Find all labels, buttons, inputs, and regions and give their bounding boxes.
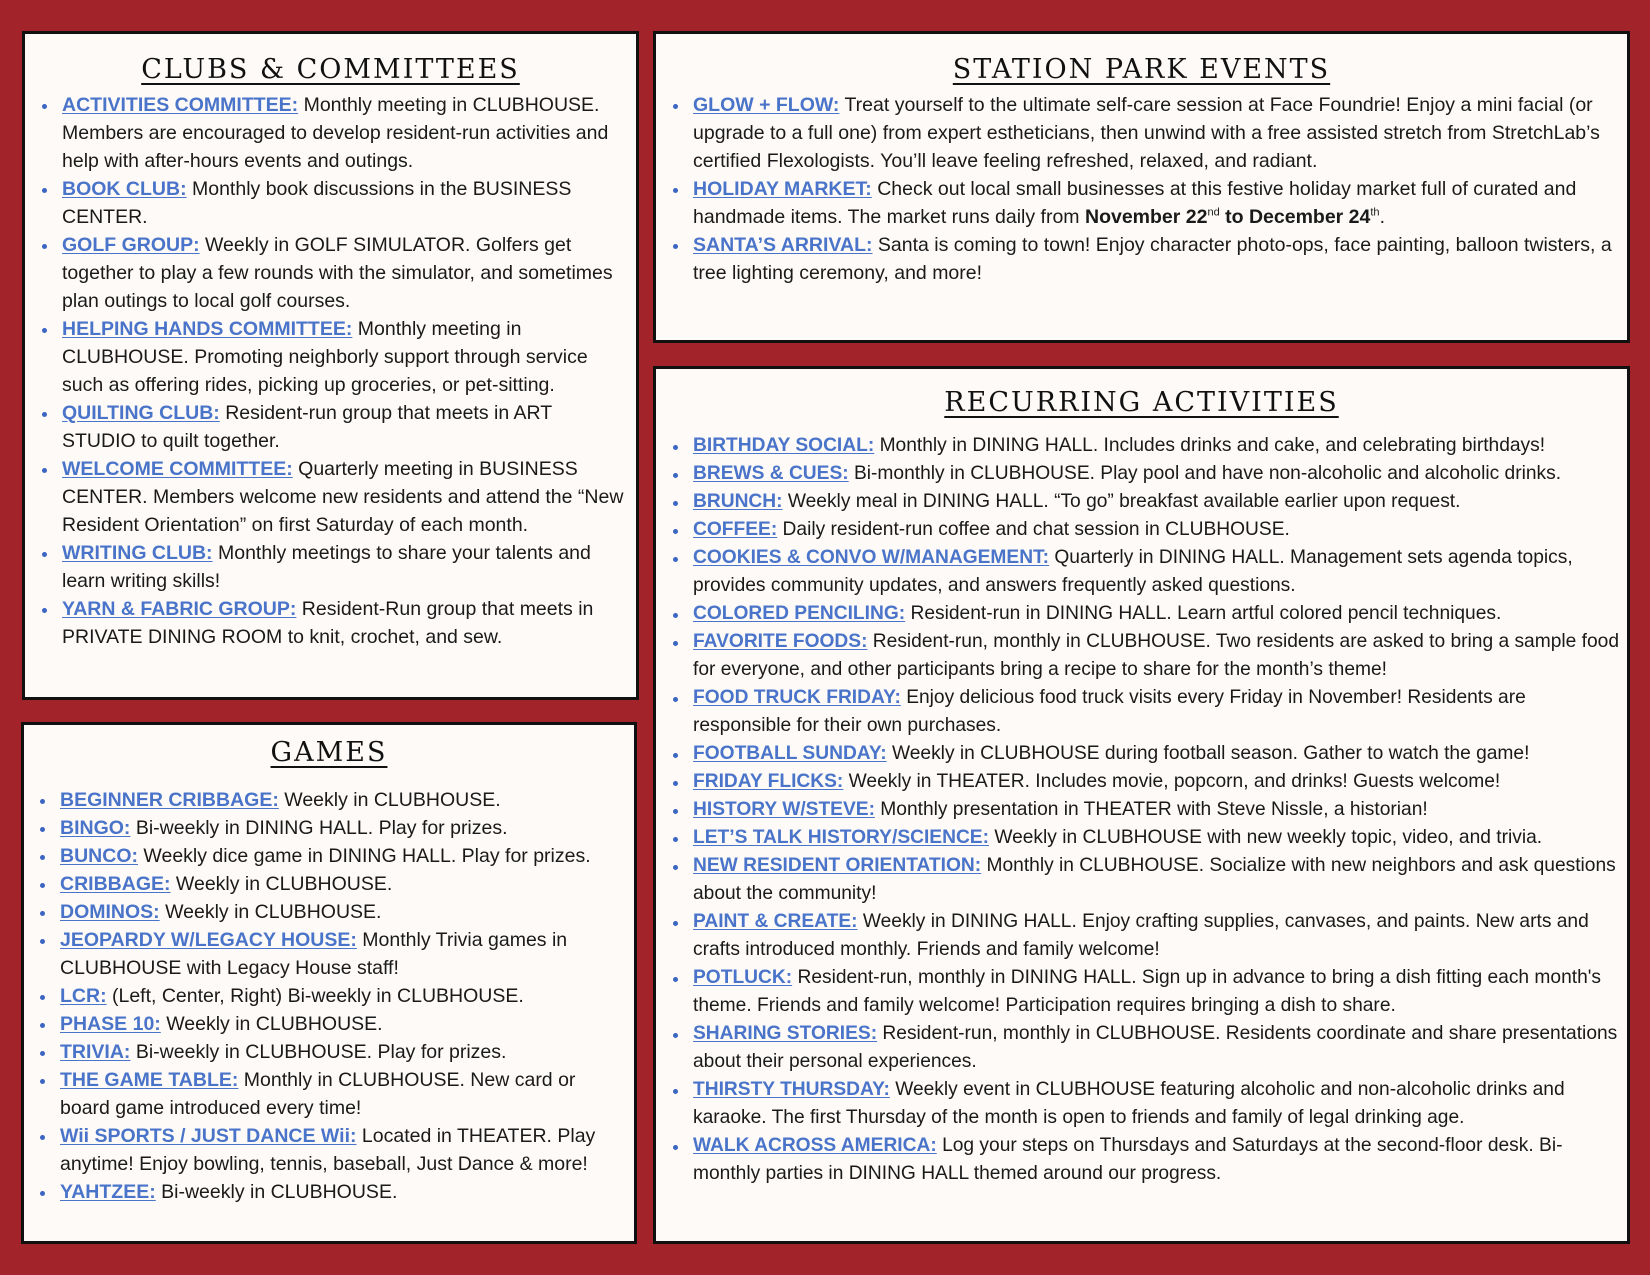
- activity-description: Monthly in CLUBHOUSE. Socialize with new neighbors and ask questions about the community!: [693, 855, 1616, 904]
- list-item: [60, 1066, 626, 1122]
- activity-description: Monthly presentation in THEATER with Steve Nissle, a historian!: [874, 799, 1428, 820]
- game-link[interactable]: DOMINOS:: [60, 901, 160, 923]
- activity-link[interactable]: BRUNCH:: [693, 491, 783, 512]
- activity-link[interactable]: LET’S TALK HISTORY/SCIENCE:: [693, 827, 989, 848]
- list-item: [693, 1020, 1621, 1076]
- list-item: [693, 964, 1621, 1020]
- clubs-committees-panel: [22, 31, 639, 700]
- list-item: [60, 982, 626, 1010]
- activity-description: Weekly in THEATER. Includes movie, popcorn, and drinks! Guests welcome!: [843, 771, 1501, 792]
- list-item: [60, 1038, 626, 1066]
- game-description: Weekly in CLUBHOUSE.: [160, 1013, 383, 1035]
- activity-link[interactable]: COOKIES & CONVO W/MANAGEMENT:: [693, 547, 1050, 568]
- list-item: [693, 796, 1621, 824]
- game-link[interactable]: BUNCO:: [60, 845, 138, 867]
- list-item: [62, 231, 624, 315]
- activity-description: Monthly in DINING HALL. Includes drinks and cake, and celebrating birthdays!: [874, 435, 1546, 456]
- list-item: [62, 91, 624, 175]
- list-item: [693, 1132, 1621, 1188]
- activity-link[interactable]: BREWS & CUES:: [693, 463, 849, 484]
- date-suffix: nd: [1207, 206, 1220, 219]
- game-description: Weekly in CLUBHOUSE.: [278, 789, 501, 811]
- game-link[interactable]: CRIBBAGE:: [60, 873, 171, 895]
- list-item: [693, 1076, 1621, 1132]
- activity-description: Monthly meeting in CLUBHOUSE. Members are encouraged to develop resident-run activities and help with after-hours events and outings.: [62, 94, 609, 172]
- activity-link[interactable]: FOOD TRUCK FRIDAY:: [693, 687, 901, 708]
- game-description: Monthly Trivia games in CLUBHOUSE with Legacy House staff!: [60, 929, 568, 979]
- list-item: [60, 926, 626, 982]
- list-item: [693, 516, 1621, 544]
- list-item: [62, 315, 624, 399]
- activity-description: Resident-run in DINING HALL. Learn artful colored pencil techniques.: [905, 603, 1502, 624]
- event-description: Check out local small businesses at this festive holiday market full of curated and handmade items. The market runs daily from: [693, 178, 1577, 228]
- station-title: STATION PARK EVENTS: [952, 54, 1331, 85]
- activity-link[interactable]: ACTIVITIES COMMITTEE:: [62, 94, 299, 116]
- event-description: Santa is coming to town! Enjoy character photo-ops, face painting, balloon twisters, a tree lighting ceremony, and more!: [693, 234, 1612, 284]
- list-item: [60, 870, 626, 898]
- activity-description: Quarterly meeting in BUSINESS CENTER. Members welcome new residents and attend the “New Resident Orientation” on first Saturday of each month.: [62, 458, 624, 536]
- game-description: (Left, Center, Right) Bi-weekly in CLUBHOUSE.: [106, 985, 524, 1007]
- activity-link[interactable]: BOOK CLUB:: [62, 178, 187, 200]
- activity-link[interactable]: NEW RESIDENT ORIENTATION:: [693, 855, 982, 876]
- games-title: GAMES: [270, 737, 388, 768]
- list-item: [60, 1010, 626, 1038]
- activity-description: Log your steps on Thursdays and Saturdays at the second-floor desk. Bi-monthly parties in DINING HALL themed around our progress.: [693, 1135, 1563, 1184]
- activity-link[interactable]: WRITING CLUB:: [62, 542, 213, 564]
- activity-description: Weekly event in CLUBHOUSE featuring alcoholic and non-alcoholic drinks and karaoke. The first Thursday of the month is open to friends and family of legal drinking age.: [693, 1079, 1565, 1128]
- list-item: [693, 460, 1621, 488]
- game-description: Monthly in CLUBHOUSE. New card or board game introduced every time!: [60, 1069, 576, 1119]
- game-link[interactable]: PHASE 10:: [60, 1013, 161, 1035]
- list-item: [693, 600, 1621, 628]
- game-link[interactable]: THE GAME TABLE:: [60, 1069, 239, 1091]
- activity-link[interactable]: THIRSTY THURSDAY:: [693, 1079, 890, 1100]
- activity-description: Enjoy delicious food truck visits every Friday in November! Residents are responsible for their own purchases.: [693, 687, 1526, 736]
- games-list: [24, 786, 634, 1206]
- game-link[interactable]: BEGINNER CRIBBAGE:: [60, 789, 279, 811]
- list-item: [62, 455, 624, 539]
- activity-description: Weekly in CLUBHOUSE during football season. Gather to watch the game!: [886, 743, 1530, 764]
- activity-link[interactable]: HISTORY W/STEVE:: [693, 799, 875, 820]
- activity-description: Resident-run, monthly in DINING HALL. Sign up in advance to bring a dish fitting each month's theme. Friends and family welcome! Participation requires bringing a dish to share.: [693, 967, 1602, 1016]
- game-description: Located in THEATER. Play anytime! Enjoy bowling, tennis, baseball, Just Dance & more!: [60, 1125, 596, 1175]
- activity-description: Weekly in CLUBHOUSE with new weekly topic, video, and trivia.: [989, 827, 1543, 848]
- activity-description: Bi-monthly in CLUBHOUSE. Play pool and have non-alcoholic and alcoholic drinks.: [848, 463, 1562, 484]
- list-item: [693, 824, 1621, 852]
- game-link[interactable]: Wii SPORTS / JUST DANCE Wii:: [60, 1125, 357, 1147]
- list-item: [693, 432, 1621, 460]
- station-park-events-panel: [653, 31, 1630, 343]
- list-item: [693, 740, 1621, 768]
- activity-link[interactable]: WELCOME COMMITTEE:: [62, 458, 293, 480]
- activity-link[interactable]: GOLF GROUP:: [62, 234, 200, 256]
- recurring-activities-panel: [653, 366, 1630, 1244]
- game-description: Bi-weekly in CLUBHOUSE. Play for prizes.: [130, 1041, 507, 1063]
- activity-link[interactable]: FOOTBALL SUNDAY:: [693, 743, 887, 764]
- list-item: [62, 595, 624, 651]
- activity-description: Weekly meal in DINING HALL. “To go” breakfast available earlier upon request.: [782, 491, 1461, 512]
- recurring-title: RECURRING ACTIVITIES: [944, 387, 1339, 418]
- game-description: Weekly dice game in DINING HALL. Play for prizes.: [138, 845, 591, 867]
- activity-description: Resident-Run group that meets in PRIVATE DINING ROOM to knit, crochet, and sew.: [62, 598, 594, 648]
- activity-link[interactable]: PAINT & CREATE:: [693, 911, 858, 932]
- game-link[interactable]: YAHTZEE:: [60, 1181, 156, 1203]
- list-item: [693, 231, 1621, 287]
- clubs-title: CLUBS & COMMITTEES: [141, 54, 520, 85]
- activity-description: Monthly book discussions in the BUSINESS CENTER.: [62, 178, 572, 228]
- list-item: [693, 91, 1621, 175]
- event-link[interactable]: SANTA’S ARRIVAL:: [693, 234, 873, 256]
- activity-link[interactable]: YARN & FABRIC GROUP:: [62, 598, 297, 620]
- game-description: Weekly in CLUBHOUSE.: [170, 873, 393, 895]
- activity-description: Resident-run group that meets in ART STUDIO to quilt together.: [62, 402, 552, 452]
- date-suffix: th: [1370, 206, 1380, 219]
- clubs-list: [25, 91, 636, 651]
- list-item: [693, 768, 1621, 796]
- list-item: [693, 175, 1621, 231]
- game-link[interactable]: JEOPARDY W/LEGACY HOUSE:: [60, 929, 357, 951]
- list-item: [693, 628, 1621, 684]
- games-panel: [21, 722, 637, 1244]
- list-item: [693, 544, 1621, 600]
- list-item: [62, 399, 624, 455]
- game-link[interactable]: LCR:: [60, 985, 107, 1007]
- activity-description: Weekly in GOLF SIMULATOR. Golfers get together to play a few rounds with the simulator, and sometimes plan outings to local golf courses.: [62, 234, 613, 312]
- activity-description: Resident-run, monthly in CLUBHOUSE. Residents coordinate and share presentations about their personal experiences.: [693, 1023, 1618, 1072]
- list-item: [60, 898, 626, 926]
- activity-description: Quarterly in DINING HALL. Management sets agenda topics, provides community updates, and answers frequently asked questions.: [693, 547, 1573, 596]
- event-link[interactable]: HOLIDAY MARKET:: [693, 178, 872, 200]
- activity-link[interactable]: HELPING HANDS COMMITTEE:: [62, 318, 353, 340]
- activity-link[interactable]: FRIDAY FLICKS:: [693, 771, 844, 792]
- list-item: [60, 814, 626, 842]
- game-description: Bi-weekly in DINING HALL. Play for prizes.: [130, 817, 508, 839]
- activity-link[interactable]: SHARING STORIES:: [693, 1023, 878, 1044]
- list-item: [693, 488, 1621, 516]
- activity-description: Resident-run, monthly in CLUBHOUSE. Two residents are asked to bring a sample food for everyone, and other participants bring a recipe to share for the month’s theme!: [693, 631, 1619, 680]
- activity-description: Daily resident-run coffee and chat session in CLUBHOUSE.: [777, 519, 1290, 540]
- activity-link[interactable]: POTLUCK:: [693, 967, 793, 988]
- list-item: [693, 852, 1621, 908]
- list-item: [60, 842, 626, 870]
- list-item: [62, 539, 624, 595]
- event-description-tail: .: [1379, 206, 1385, 228]
- event-link[interactable]: GLOW + FLOW:: [693, 94, 840, 116]
- list-item: [693, 684, 1621, 740]
- recurring-list: [656, 432, 1627, 1188]
- event-description: Treat yourself to the ultimate self-care session at Face Foundrie! Enjoy a mini facial (or upgrade to a full one) from expert estheticians, then unwind with a free assisted stretch from StretchLab’s certified Flexologists. You’ll leave feeling refreshed, relaxed, and radiant.: [693, 94, 1600, 172]
- activity-description: Weekly in DINING HALL. Enjoy crafting supplies, canvases, and paints. New arts and crafts introduced monthly. Friends and family welcome!: [693, 911, 1589, 960]
- activity-link[interactable]: QUILTING CLUB:: [62, 402, 220, 424]
- list-item: [60, 1122, 626, 1178]
- activity-link[interactable]: WALK ACROSS AMERICA:: [693, 1135, 937, 1156]
- game-description: Weekly in CLUBHOUSE.: [159, 901, 382, 923]
- game-link[interactable]: BINGO:: [60, 817, 131, 839]
- activity-description: Monthly meeting in CLUBHOUSE. Promoting neighborly support through service such as offering rides, picking up groceries, or pet-sitting.: [62, 318, 588, 396]
- list-item: [62, 175, 624, 231]
- station-list: [656, 91, 1627, 287]
- game-link[interactable]: TRIVIA:: [60, 1041, 131, 1063]
- activity-description: Monthly meetings to share your talents and learn writing skills!: [62, 542, 591, 592]
- list-item: [693, 908, 1621, 964]
- game-description: Bi-weekly in CLUBHOUSE.: [155, 1181, 398, 1203]
- activity-link[interactable]: FAVORITE FOODS:: [693, 631, 868, 652]
- activity-link[interactable]: COFFEE:: [693, 519, 778, 540]
- event-date-end: to December 24: [1219, 206, 1371, 228]
- list-item: [60, 786, 626, 814]
- list-item: [60, 1178, 626, 1206]
- activity-link[interactable]: BIRTHDAY SOCIAL:: [693, 435, 875, 456]
- event-date-start: November 22: [1084, 206, 1208, 228]
- activity-link[interactable]: COLORED PENCILING:: [693, 603, 906, 624]
